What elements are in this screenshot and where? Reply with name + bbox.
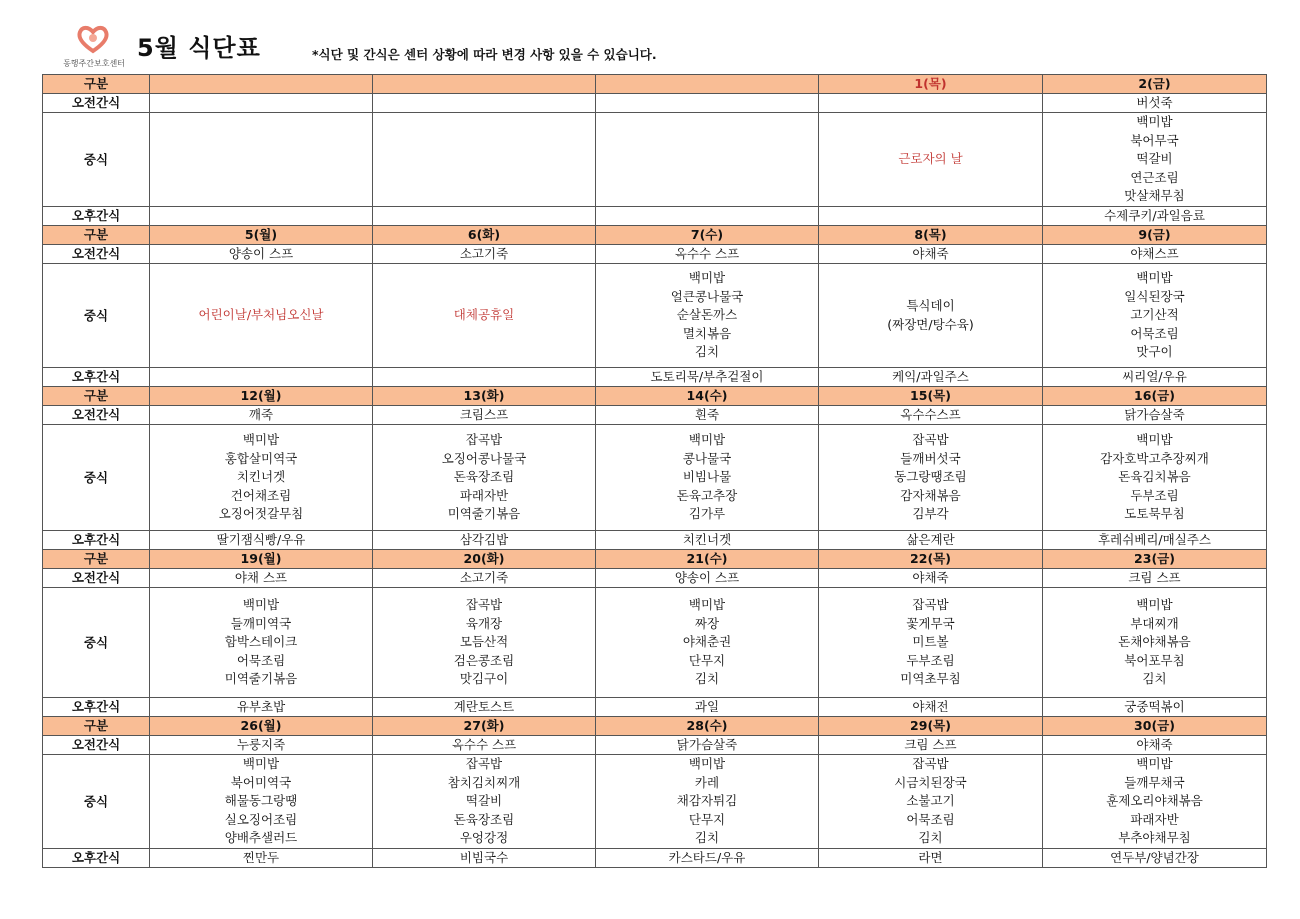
menu-item: 잡곡밥 <box>465 432 503 448</box>
menu-item: 어묵조림 <box>236 652 286 668</box>
morning-snack-cell: 깨죽 <box>150 406 373 425</box>
afternoon-snack-row <box>43 849 1267 868</box>
menu-item: 백미밥 <box>242 432 280 448</box>
morning-snack-cell: 야채죽 <box>819 245 1043 264</box>
menu-item: 소불고기 <box>906 793 955 809</box>
morning-snack-cell: 크림스프 <box>373 406 596 425</box>
lunch-row <box>43 588 1267 698</box>
lunch-cell <box>1043 425 1267 531</box>
morning-snack-cell: 옥수수스프 <box>819 406 1043 425</box>
week-header-row <box>43 387 1267 406</box>
morning-snack-cell: 닭가슴살죽 <box>1043 406 1267 425</box>
lunch-cell <box>1043 755 1267 849</box>
menu-item: 건어채조림 <box>230 487 292 503</box>
menu-item: 참치김치찌개 <box>447 774 521 790</box>
menu-item: 미트볼 <box>912 634 949 650</box>
menu-item: 백미밥 <box>688 270 726 286</box>
afternoon-snack-cell <box>819 207 1043 226</box>
day-header: 20(화) <box>373 550 596 569</box>
lunch-cell <box>373 113 596 207</box>
afternoon-snack-cell: 삶은계란 <box>819 531 1043 550</box>
menu-item: 미역줄기볶음 <box>447 506 521 522</box>
morning-snack-cell: 흰죽 <box>596 406 819 425</box>
menu-item: 감자채볶음 <box>900 487 961 503</box>
row-label-header: 구분 <box>43 550 150 569</box>
afternoon-snack-cell <box>373 368 596 387</box>
menu-item: 백미밥 <box>688 756 726 772</box>
afternoon-snack-cell: 궁중떡볶이 <box>1043 698 1267 717</box>
afternoon-snack-cell: 도토리묵/부추겉절이 <box>596 368 819 387</box>
menu-item: 북어미역국 <box>230 774 292 790</box>
day-header: 29(목) <box>819 717 1043 736</box>
menu-item: 육개장 <box>465 615 503 631</box>
morning-snack-cell: 야채스프 <box>1043 245 1267 264</box>
menu-item: 멸치볶음 <box>682 325 732 341</box>
afternoon-snack-cell: 계란토스트 <box>373 698 596 717</box>
lunch-cell <box>1043 588 1267 698</box>
lunch-row <box>43 264 1267 368</box>
week-header-row <box>43 75 1267 94</box>
menu-item: 파래자반 <box>459 487 509 503</box>
morning-snack-cell: 야채죽 <box>1043 736 1267 755</box>
lunch-cell <box>596 755 819 849</box>
afternoon-snack-cell: 연두부/양념간장 <box>1043 849 1267 868</box>
row-label-header: 구분 <box>43 226 150 245</box>
afternoon-snack-cell <box>150 207 373 226</box>
lunch-cell <box>373 264 596 368</box>
menu-item: 어린이날/부처님오신날 <box>198 307 324 323</box>
day-header: 27(화) <box>373 717 596 736</box>
lunch-row <box>43 113 1267 207</box>
menu-item: 감자호박고추장찌개 <box>1100 450 1209 466</box>
row-label-lunch: 중식 <box>43 588 150 698</box>
menu-item: 치킨너겟 <box>236 469 286 485</box>
menu-item: 미역초무침 <box>900 671 961 687</box>
day-header: 9(금) <box>1043 226 1267 245</box>
menu-item: 백미밥 <box>1136 114 1173 130</box>
lunch-cell <box>150 755 373 849</box>
afternoon-snack-cell <box>150 368 373 387</box>
menu-item: 들깨미역국 <box>230 615 292 631</box>
afternoon-snack-cell: 딸기잼식빵/우유 <box>150 531 373 550</box>
row-label-lunch: 중식 <box>43 113 150 207</box>
menu-item: 일식된장국 <box>1124 288 1185 304</box>
menu-item: 잡곡밥 <box>465 756 503 772</box>
menu-item: 단무지 <box>688 652 726 668</box>
row-label-afternoon: 오후간식 <box>43 368 150 387</box>
day-header: 7(수) <box>596 226 819 245</box>
lunch-cell <box>150 264 373 368</box>
morning-snack-cell <box>596 94 819 113</box>
notice-text: *식단 및 간식은 센터 상황에 따라 변경 사항 있을 수 있습니다. <box>312 47 657 62</box>
menu-item: 단무지 <box>688 811 726 827</box>
afternoon-snack-cell: 삼각김밥 <box>373 531 596 550</box>
row-label-morning: 오전간식 <box>43 245 150 264</box>
menu-item: 고기산적 <box>1130 307 1179 323</box>
day-header: 19(월) <box>150 550 373 569</box>
lunch-cell <box>150 113 373 207</box>
afternoon-snack-cell: 케익/과일주스 <box>819 368 1043 387</box>
morning-snack-cell: 야채죽 <box>819 569 1043 588</box>
menu-item: 돈육장조림 <box>453 469 515 485</box>
morning-snack-cell <box>373 94 596 113</box>
lunch-cell <box>373 425 596 531</box>
menu-item: 양배추샐러드 <box>224 830 298 846</box>
menu-item: 꽃게무국 <box>906 615 955 631</box>
afternoon-snack-cell: 치킨너겟 <box>596 531 819 550</box>
morning-snack-row <box>43 245 1267 264</box>
afternoon-snack-cell: 후레쉬베리/매실주스 <box>1043 531 1267 550</box>
menu-item: 파래자반 <box>1130 811 1179 827</box>
menu-item: 어묵조림 <box>906 811 955 827</box>
day-header: 6(화) <box>373 226 596 245</box>
menu-item: 김치 <box>694 830 720 846</box>
menu-item: 근로자의 날 <box>898 151 963 167</box>
row-label-morning: 오전간식 <box>43 406 150 425</box>
center-logo <box>56 24 132 70</box>
menu-item: 맛살채무침 <box>1124 188 1185 204</box>
lunch-cell <box>1043 264 1267 368</box>
menu-item: 돈육고추장 <box>676 487 738 503</box>
row-label-lunch: 중식 <box>43 264 150 368</box>
menu-item: 백미밥 <box>242 756 280 772</box>
menu-item: 두부조림 <box>1130 487 1179 503</box>
logo-heart-icon <box>76 24 110 54</box>
menu-item: 백미밥 <box>688 432 726 448</box>
lunch-cell <box>596 264 819 368</box>
afternoon-snack-row <box>43 531 1267 550</box>
menu-item: 두부조림 <box>906 652 955 668</box>
morning-snack-cell: 양송이 스프 <box>150 245 373 264</box>
morning-snack-cell: 닭가슴살죽 <box>596 736 819 755</box>
day-header: 13(화) <box>373 387 596 406</box>
morning-snack-cell: 옥수수 스프 <box>373 736 596 755</box>
menu-item: 맛김구이 <box>459 671 509 687</box>
lunch-cell <box>596 113 819 207</box>
menu-item: 오징어젓갈무침 <box>218 506 304 522</box>
lunch-cell <box>819 755 1043 849</box>
day-header: 28(수) <box>596 717 819 736</box>
menu-item: 백미밥 <box>1136 756 1173 772</box>
menu-item: 미역줄기볶음 <box>224 671 298 687</box>
menu-item: 김가루 <box>688 506 726 522</box>
menu-item: 김치 <box>1142 671 1167 687</box>
afternoon-snack-cell: 라면 <box>819 849 1043 868</box>
row-label-morning: 오전간식 <box>43 736 150 755</box>
page-title: 5월 식단표 <box>137 34 261 62</box>
lunch-cell <box>150 425 373 531</box>
menu-item: 해물동그랑땡 <box>224 793 298 809</box>
menu-item: 도토묵무침 <box>1124 506 1185 522</box>
menu-item: 채감자튀김 <box>676 793 738 809</box>
lunch-cell <box>819 425 1043 531</box>
day-header: 1(목) <box>819 75 1043 94</box>
morning-snack-cell: 옥수수 스프 <box>596 245 819 264</box>
day-header <box>373 75 596 94</box>
menu-item: 야채춘권 <box>682 634 732 650</box>
day-header: 14(수) <box>596 387 819 406</box>
day-header: 23(금) <box>1043 550 1267 569</box>
lunch-cell <box>819 588 1043 698</box>
row-label-morning: 오전간식 <box>43 94 150 113</box>
morning-snack-row <box>43 736 1267 755</box>
lunch-cell <box>819 264 1043 368</box>
morning-snack-cell: 양송이 스프 <box>596 569 819 588</box>
menu-item: 잡곡밥 <box>912 756 949 772</box>
menu-item: 떡갈비 <box>1136 151 1173 167</box>
morning-snack-cell: 소고기죽 <box>373 569 596 588</box>
afternoon-snack-cell: 카스타드/우유 <box>596 849 819 868</box>
afternoon-snack-cell: 야채전 <box>819 698 1043 717</box>
day-header: 5(월) <box>150 226 373 245</box>
day-header: 12(월) <box>150 387 373 406</box>
menu-item: 모듬산적 <box>459 634 509 650</box>
afternoon-snack-cell: 과일 <box>596 698 819 717</box>
menu-item: 김치 <box>694 671 720 687</box>
menu-item: 어묵조림 <box>1130 325 1179 341</box>
menu-item: 특식데이 <box>906 298 955 313</box>
menu-item: 부추야채무침 <box>1118 830 1191 846</box>
morning-snack-cell: 소고기죽 <box>373 245 596 264</box>
menu-item: 실오징어조림 <box>224 811 298 827</box>
day-header: 26(월) <box>150 717 373 736</box>
lunch-cell <box>150 588 373 698</box>
row-label-lunch: 중식 <box>43 425 150 531</box>
menu-item: 짜장 <box>694 615 720 631</box>
menu-item: 잡곡밥 <box>912 597 949 613</box>
row-label-afternoon: 오후간식 <box>43 207 150 226</box>
afternoon-snack-cell: 수제쿠키/과일음료 <box>1043 207 1267 226</box>
menu-item: 홍합살미역국 <box>224 450 298 466</box>
day-header: 8(목) <box>819 226 1043 245</box>
menu-item: 김치 <box>918 830 943 846</box>
week-header-row <box>43 226 1267 245</box>
afternoon-snack-cell: 찐만두 <box>150 849 373 868</box>
afternoon-snack-row <box>43 207 1267 226</box>
menu-item: 들깨버섯국 <box>900 450 961 466</box>
afternoon-snack-cell: 씨리얼/우유 <box>1043 368 1267 387</box>
morning-snack-row <box>43 94 1267 113</box>
day-header: 16(금) <box>1043 387 1267 406</box>
week-header-row <box>43 550 1267 569</box>
menu-item: 김치 <box>694 344 720 360</box>
menu-item: 부대찌개 <box>1130 615 1179 631</box>
menu-item: 카레 <box>694 774 720 790</box>
menu-item: 훈제오리야채볶음 <box>1106 793 1203 809</box>
morning-snack-row <box>43 569 1267 588</box>
afternoon-snack-row <box>43 698 1267 717</box>
afternoon-snack-cell: 유부초밥 <box>150 698 373 717</box>
morning-snack-cell: 크림 스프 <box>1043 569 1267 588</box>
menu-item: 북어포무침 <box>1124 652 1185 668</box>
day-header <box>150 75 373 94</box>
menu-item: 김부각 <box>912 506 949 522</box>
row-label-lunch: 중식 <box>43 755 150 849</box>
row-label-afternoon: 오후간식 <box>43 849 150 868</box>
day-header <box>596 75 819 94</box>
menu-item: 백미밥 <box>1136 432 1173 448</box>
row-label-afternoon: 오후간식 <box>43 531 150 550</box>
menu-item: 잡곡밥 <box>465 597 503 613</box>
menu-item: 돈육장조림 <box>453 811 515 827</box>
lunch-cell <box>1043 113 1267 207</box>
lunch-cell <box>819 113 1043 207</box>
week-header-row <box>43 717 1267 736</box>
day-header: 22(목) <box>819 550 1043 569</box>
menu-item: 백미밥 <box>1136 270 1173 286</box>
menu-item: 함박스테이크 <box>224 634 298 650</box>
afternoon-snack-cell <box>373 207 596 226</box>
menu-item: 콩나물국 <box>682 450 732 466</box>
lunch-cell <box>373 588 596 698</box>
menu-item: 북어무국 <box>1130 132 1179 148</box>
menu-item: 백미밥 <box>688 597 726 613</box>
menu-item: 들깨무채국 <box>1124 774 1185 790</box>
day-header: 30(금) <box>1043 717 1267 736</box>
morning-snack-cell: 크림 스프 <box>819 736 1043 755</box>
menu-item: 동그랑땡조림 <box>894 469 967 485</box>
lunch-row <box>43 755 1267 849</box>
afternoon-snack-cell: 비빔국수 <box>373 849 596 868</box>
afternoon-snack-cell <box>596 207 819 226</box>
morning-snack-cell: 누룽지죽 <box>150 736 373 755</box>
menu-item: 백미밥 <box>1136 597 1173 613</box>
menu-item: 우엉강정 <box>459 830 509 846</box>
row-label-header: 구분 <box>43 387 150 406</box>
morning-snack-cell <box>819 94 1043 113</box>
day-header: 2(금) <box>1043 75 1267 94</box>
menu-item: 대체공휴일 <box>453 307 515 323</box>
row-label-afternoon: 오후간식 <box>43 698 150 717</box>
menu-item: (짜장면/탕수육) <box>887 316 974 332</box>
menu-item: 비빔나물 <box>682 469 732 485</box>
menu-item: 연근조림 <box>1130 169 1179 185</box>
menu-item: 오징어콩나물국 <box>441 450 527 466</box>
menu-item: 얼큰콩나물국 <box>670 288 744 304</box>
morning-snack-cell: 야채 스프 <box>150 569 373 588</box>
morning-snack-cell: 버섯죽 <box>1043 94 1267 113</box>
menu-item: 잡곡밥 <box>912 432 949 448</box>
row-label-header: 구분 <box>43 717 150 736</box>
row-label-header: 구분 <box>43 75 150 94</box>
lunch-cell <box>373 755 596 849</box>
menu-item: 떡갈비 <box>465 793 503 809</box>
menu-item: 백미밥 <box>242 597 280 613</box>
morning-snack-row <box>43 406 1267 425</box>
menu-item: 순살돈까스 <box>676 307 738 323</box>
menu-item: 시금치된장국 <box>894 774 967 790</box>
menu-item: 돈육김치볶음 <box>1118 469 1191 485</box>
menu-item: 검은콩조림 <box>453 652 515 668</box>
morning-snack-cell <box>150 94 373 113</box>
day-header: 15(목) <box>819 387 1043 406</box>
row-label-morning: 오전간식 <box>43 569 150 588</box>
lunch-row <box>43 425 1267 531</box>
logo-text: 동행주간보호센터 <box>63 59 125 68</box>
afternoon-snack-row <box>43 368 1267 387</box>
lunch-cell <box>596 588 819 698</box>
menu-item: 돈채야채볶음 <box>1118 634 1191 650</box>
lunch-cell <box>596 425 819 531</box>
menu-item: 맛구이 <box>1136 344 1173 360</box>
meal-table <box>42 74 1267 868</box>
day-header: 21(수) <box>596 550 819 569</box>
